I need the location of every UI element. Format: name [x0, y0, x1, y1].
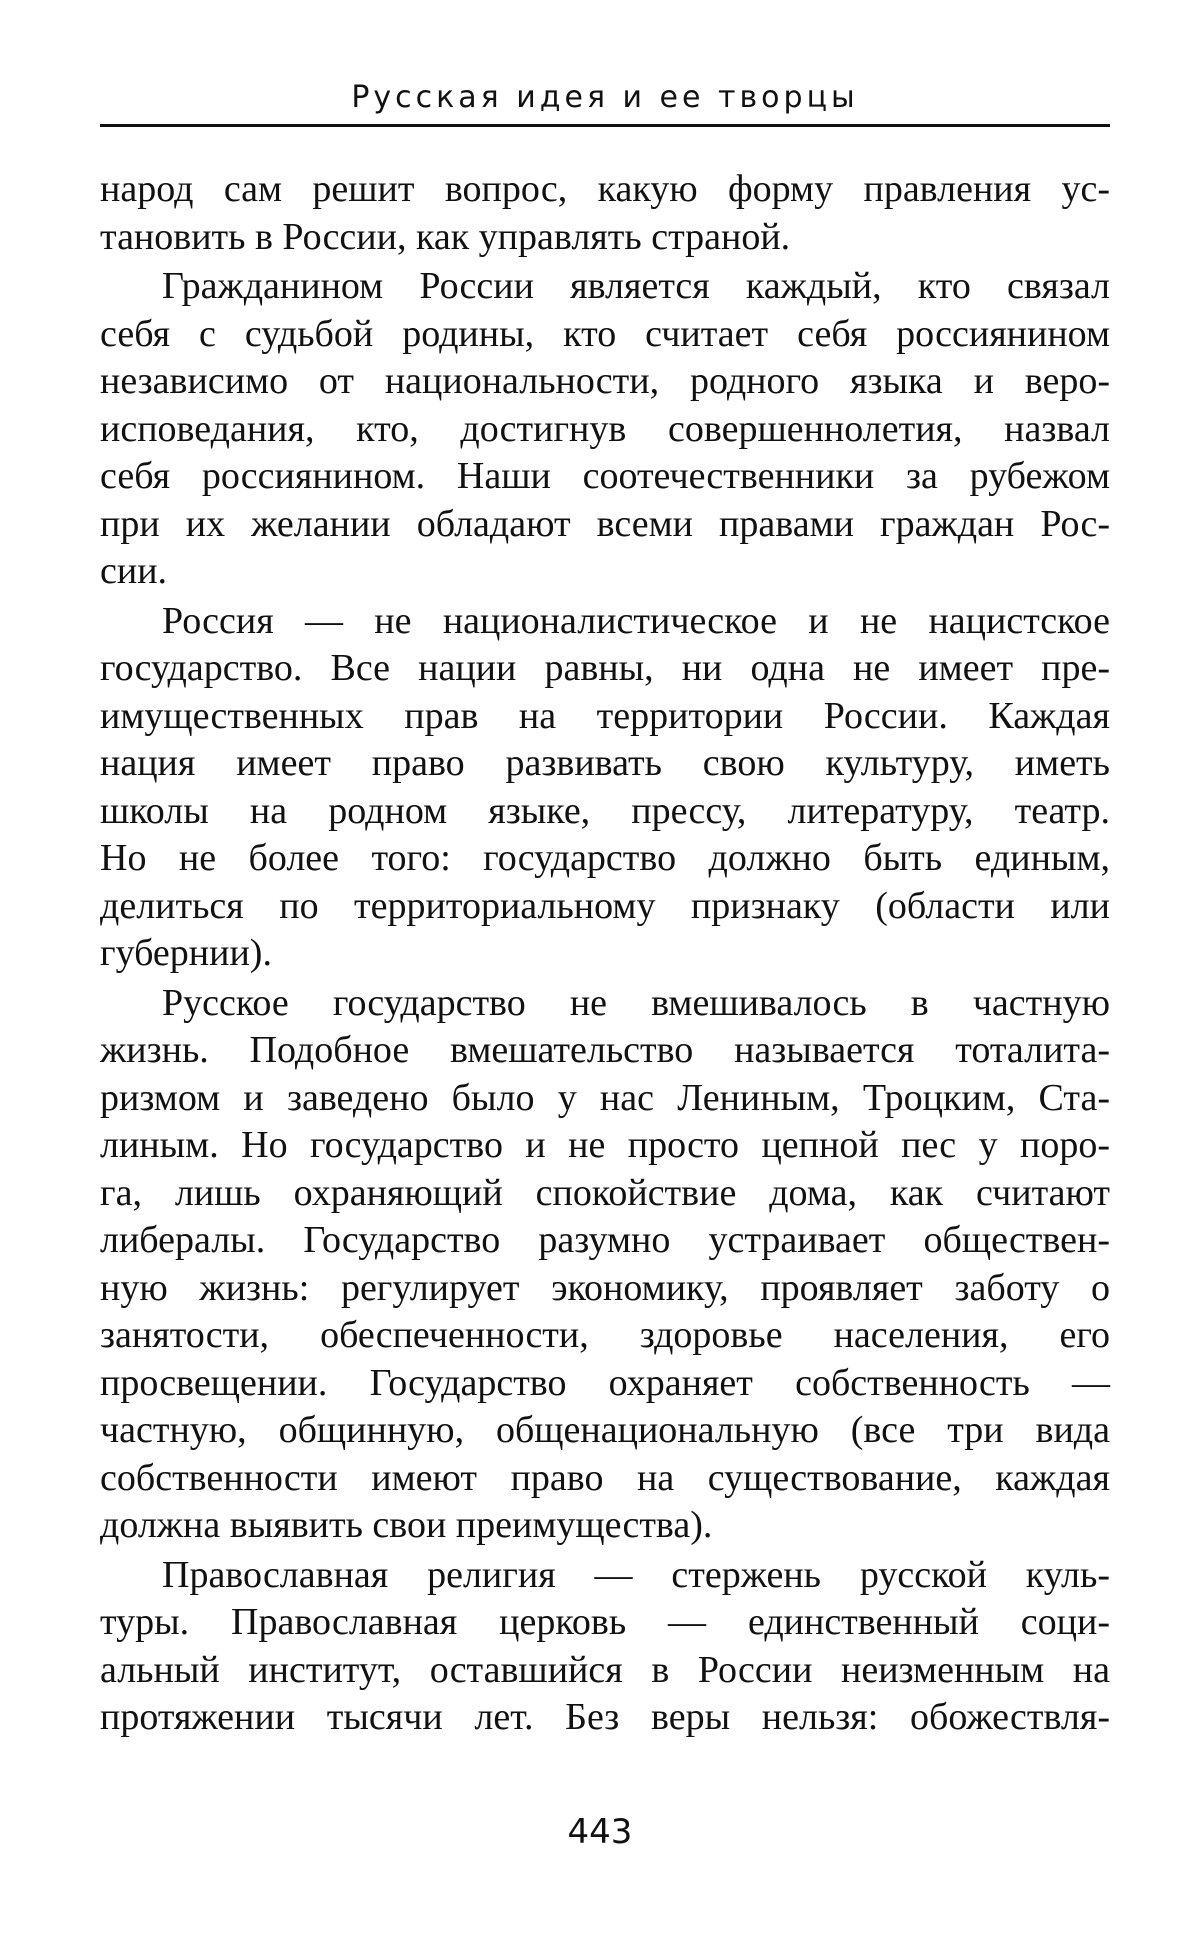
paragraph: [100, 263, 1110, 596]
text-line: имущественных прав на территории России. Каждая: [100, 694, 1110, 737]
text-line: Но не более того: государство должно быть единым,: [100, 837, 1110, 879]
running-head: Русская идея и ее творцы: [351, 80, 859, 115]
text-line: туры. Православная церковь — единственный соци-: [100, 1601, 1110, 1643]
text-line: альный институт, оставшийся в России неизменным на: [100, 1648, 1110, 1691]
text-line: государство. Все нации равны, ни одна не имеет пре-: [100, 647, 1110, 689]
text-line: школы на родном языке, прессу, литературу, театр.: [100, 789, 1110, 832]
text-line: себя с судьбой родины, кто считает себя россиянином: [100, 312, 1110, 355]
text-line: ную жизнь: регулирует экономику, проявляет заботу о: [100, 1266, 1110, 1309]
text-line: себя россиянином. Наши соотечественники за рубежом: [100, 455, 1110, 497]
text-line: либералы. Государство разумно устраивает обществен-: [100, 1219, 1110, 1261]
text-line: Православная религия — стержень русской куль-: [162, 1553, 1110, 1596]
text-line: нация имеет право развивать свою культуру, иметь: [100, 742, 1110, 784]
text-line: делиться по территориальному признаку (области или: [100, 884, 1110, 927]
paragraph: [100, 166, 1110, 261]
text-line: ризмом и заведено было у нас Лениным, Троцким, Ста-: [100, 1076, 1110, 1119]
text-line: просвещении. Государство охраняет собственность —: [100, 1361, 1110, 1404]
text-line: протяжении тысячи лет. Без веры нельзя: обожествля-: [100, 1696, 1110, 1738]
text-line: га, лишь охраняющий спокойствие дома, как считают: [100, 1171, 1110, 1214]
text-line: независимо от национальности, родного языка и веро-: [100, 360, 1110, 402]
text-line: Гражданином России является каждый, кто связал: [162, 265, 1110, 307]
text-line: собственности имеют право на существование, каждая: [100, 1456, 1110, 1499]
body-text: [100, 166, 1110, 1744]
text-line: занятости, обеспеченности, здоровье населения, его: [100, 1314, 1110, 1356]
paragraph: [100, 980, 1110, 1550]
text-line: исповедания, кто, достигнув совершеннолетия, назвал: [100, 407, 1110, 450]
text-line: Россия — не националистическое и не нацистское: [162, 599, 1110, 642]
text-line: сии.: [100, 550, 168, 592]
text-line: линым. Но государство и не просто цепной пес у поро-: [100, 1124, 1110, 1166]
text-line: при их желании обладают всеми правами граждан Рос-: [100, 502, 1110, 545]
text-line: народ сам решит вопрос, какую форму правления ус-: [100, 168, 1110, 210]
text-line: частную, общинную, общенациональную (все три вида: [100, 1409, 1110, 1451]
paragraph: [100, 1552, 1110, 1742]
paragraph: [100, 598, 1110, 978]
page-number: 443: [567, 1812, 633, 1852]
text-line: Русское государство не вмешивалось в частную: [162, 981, 1110, 1024]
text-line: должна выявить свои преимущества).: [100, 1504, 713, 1546]
text-line: тановить в России, как управлять страной.: [100, 215, 791, 258]
header-rule: [100, 124, 1110, 127]
text-line: жизнь. Подобное вмешательство называется тоталита-: [100, 1029, 1110, 1071]
text-line: губернии).: [100, 932, 272, 974]
